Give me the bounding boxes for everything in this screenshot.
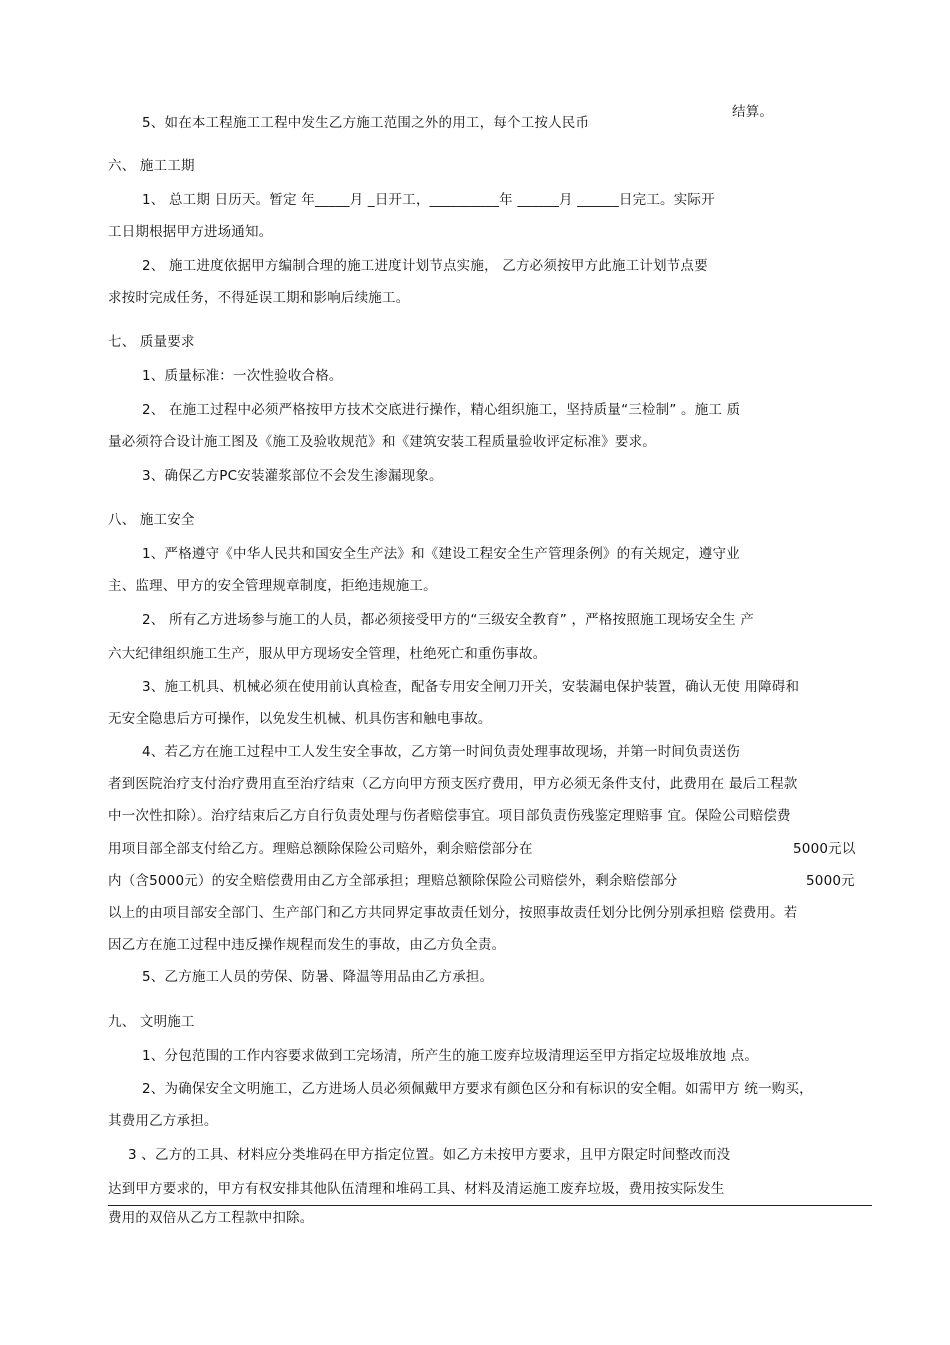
text-line: 1、严格遵守《中华人民共和国安全生产法》和《建设工程安全生产管理条例》的有关规定，遵守业 xyxy=(142,546,740,562)
text-line: 5、乙方施工人员的劳保、防暑、降温等用品由乙方承担。 xyxy=(142,969,494,985)
text-line: 5、如在本工程施工工程中发生乙方施工范围之外的用工，每个工按人民币 xyxy=(142,115,590,131)
text-line: 2、 在施工过程中必须严格按甲方技术交底进行操作，精心组织施工，坚持质量“三检制” 。施工 质 xyxy=(142,402,741,418)
section-heading: 六、 施工工期 xyxy=(108,158,195,174)
text-line: 者到医院治疗支付治疗费用直至治疗结束（乙方向甲方预支医疗费用，甲方必须无条件支付，此费用在 最后工程款 xyxy=(108,776,798,792)
text-line: 结算。 xyxy=(732,104,774,120)
text-line: 量必须符合设计施工图及《施工及验收规范》和《建筑安装工程质量验收评定标准》要求。 xyxy=(108,434,656,450)
text-line: 5000元 xyxy=(806,873,855,889)
text-line: 2、为确保安全文明施工，乙方进场人员必须佩戴甲方要求有颜色区分和有标识的安全帽。如需甲方 统一购买， xyxy=(142,1081,813,1097)
text-line: 3、确保乙方PC安装灌浆部位不会发生渗漏现象。 xyxy=(142,468,443,484)
divider-line xyxy=(108,1205,872,1206)
text-line: 4、若乙方在施工过程中工人发生安全事故，乙方第一时间负责处理事故现场，并第一时间负责送伤 xyxy=(142,744,740,760)
text-line: 主、监理、甲方的安全管理规章制度，拒绝违规施工。 xyxy=(108,578,437,594)
section-heading: 九、 文明施工 xyxy=(108,1014,195,1030)
text-line: 2、 施工进度依据甲方编制合理的施工进度计划节点实施， 乙方必须按甲方此施工计划节点要 xyxy=(142,258,708,274)
text-line: 费用的双倍从乙方工程款中扣除。 xyxy=(108,1210,314,1226)
section-heading: 七、 质量要求 xyxy=(108,334,195,350)
text-line: 3、施工机具、机械必须在使用前认真检查，配备专用安全闸刀开关，安装漏电保护装置，确认无使 用障碍和 xyxy=(142,679,800,695)
text-line: 因乙方在施工过程中违反操作规程而发生的事故，由乙方负全责。 xyxy=(108,937,506,953)
text-line: 2、 所有乙方进场参与施工的人员，都必须接受甲方的“三级安全教育” ，严格按照施工现场安全生 产 xyxy=(142,612,755,628)
text-line: 无安全隐患后方可操作，以免发生机械、机具伤害和触电事故。 xyxy=(108,711,492,727)
text-line: 5000元以 xyxy=(793,841,856,857)
text-line: 达到甲方要求的，甲方有权安排其他队伍清理和堆码工具、材料及清运施工废弃垃圾，费用按实际发生 xyxy=(108,1181,725,1197)
text-line: 1、 总工期 日历天。暂定 年_____月 _日开工，__________年 ______月 ______日完工。实际开 xyxy=(142,192,715,208)
text-line: 用项目部全部支付给乙方。理赔总额除保险公司赔外，剩余赔偿部分在 xyxy=(108,841,533,857)
text-line: 内（含5000元）的安全赔偿费用由乙方全部承担；理赔总额除保险公司赔偿外，剩余赔偿部分 xyxy=(108,873,678,889)
text-line: 六大纪律组织施工生产，服从甲方现场安全管理，杜绝死亡和重伤事故。 xyxy=(108,646,547,662)
text-line: 1、质量标准：一次性验收合格。 xyxy=(142,368,343,384)
text-line: 1、分包范围的工作内容要求做到工完场清，所产生的施工废弃垃圾清理运至甲方指定垃圾堆放地 点。 xyxy=(142,1048,759,1064)
text-line: 其费用乙方承担。 xyxy=(108,1113,218,1129)
text-line: 中一次性扣除）。治疗结束后乙方自行负责处理与伤者赔偿事宜。项目部负责伤残鉴定理赔事 宜。保险公司赔偿费 xyxy=(108,808,791,824)
text-line: 求按时完成任务，不得延误工期和影响后续施工。 xyxy=(108,290,410,306)
section-heading: 八、 施工安全 xyxy=(108,512,195,528)
text-line: 以上的由项目部安全部门、生产部门和乙方共同界定事故责任划分，按照事故责任划分比例分别承担赔 偿费用。若 xyxy=(108,905,798,921)
text-line: 3 、乙方的工具、材料应分类堆码在甲方指定位置。如乙方未按甲方要求，且甲方限定时间整改而没 xyxy=(128,1147,731,1163)
text-line: 工日期根据甲方进场通知。 xyxy=(108,224,273,240)
